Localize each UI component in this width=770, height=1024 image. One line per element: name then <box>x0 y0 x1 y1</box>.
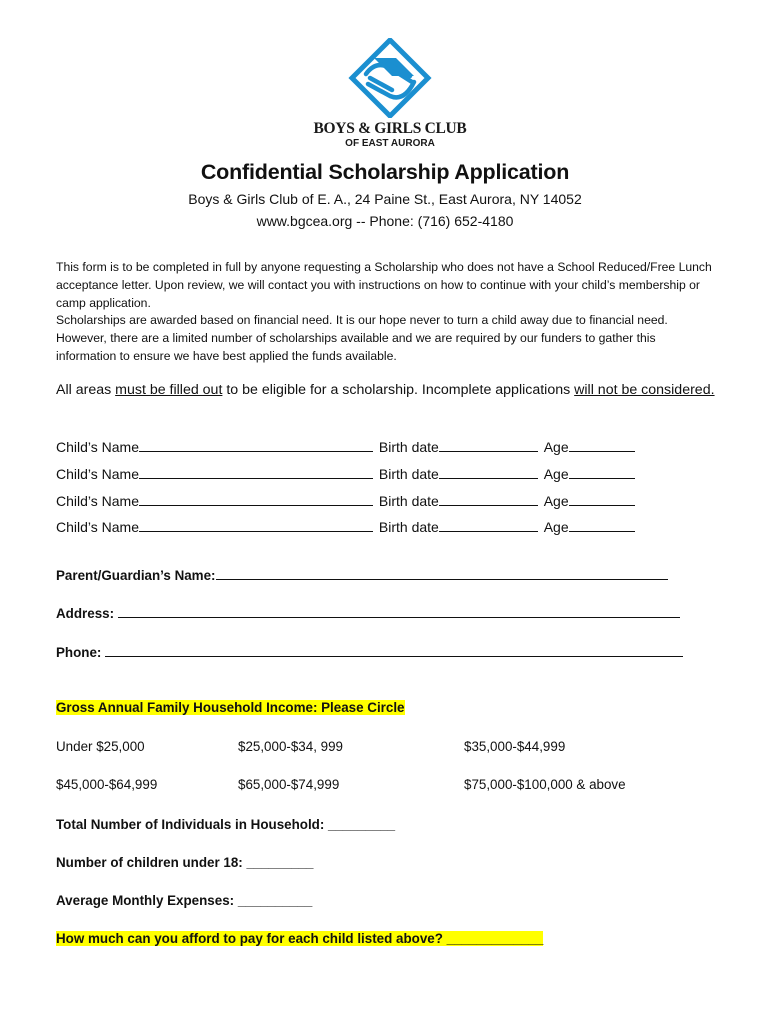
birth-date-field[interactable] <box>439 492 538 506</box>
birth-date-label: Birth date <box>378 493 439 509</box>
child-name-field[interactable] <box>139 492 373 506</box>
address-label: Address: <box>56 606 115 621</box>
afford-to-pay-label[interactable]: How much can you afford to pay for each child listed above? _____________ <box>56 931 544 946</box>
income-option-under-25k[interactable]: Under $25,000 <box>56 739 145 754</box>
page-title: Confidential Scholarship Application <box>200 160 570 184</box>
logo-club-location: OF EAST AURORA <box>345 138 435 149</box>
notice-not-considered: will not be considered. <box>574 382 715 398</box>
phone-row <box>56 643 683 660</box>
notice-must-fill: must be filled out <box>115 382 223 398</box>
child-name-field[interactable] <box>139 465 373 479</box>
birth-date-field[interactable] <box>439 438 538 452</box>
birth-date-field[interactable] <box>439 465 538 479</box>
birth-date-label: Birth date <box>378 439 439 455</box>
intro-paragraph-1: This form is to be completed in full by anyone requesting a Scholarship who does not have a School Reduced/Free Lunch acceptance letter. Upon review, we will contact you with instructions on how to continue with your child’s membership or camp application. <box>56 260 712 310</box>
notice-part-3: to be eligible for a scholarship. Incomplete applications <box>222 382 575 398</box>
age-field[interactable] <box>569 492 635 506</box>
household-total-label[interactable]: Total Number of Individuals in Household: _________ <box>56 817 396 832</box>
birth-date-field[interactable] <box>439 518 538 532</box>
child-row <box>56 492 635 512</box>
age-label: Age <box>543 493 569 509</box>
club-address: Boys & Girls Club of E. A., 24 Paine St., East Aurora, NY 14052 <box>188 191 582 207</box>
child-name-field[interactable] <box>139 438 373 452</box>
monthly-expenses-label[interactable]: Average Monthly Expenses: __________ <box>56 893 313 908</box>
income-option-45k-65k[interactable]: $45,000-$64,999 <box>56 777 158 792</box>
birth-date-label: Birth date <box>378 466 439 482</box>
club-web-phone: www.bgcea.org -- Phone: (716) 652-4180 <box>256 213 514 229</box>
age-label: Age <box>543 439 569 455</box>
age-label: Age <box>543 519 569 535</box>
age-label: Age <box>543 466 569 482</box>
phone-label: Phone: <box>56 645 102 660</box>
bgc-logo <box>300 38 480 150</box>
income-option-35k-45k[interactable]: $35,000-$44,999 <box>464 739 566 754</box>
age-field[interactable] <box>569 518 635 532</box>
phone-field[interactable] <box>105 643 683 657</box>
child-name-label: Child’s Name <box>56 466 139 482</box>
requirement-notice <box>56 381 716 400</box>
child-name-label: Child’s Name <box>56 493 139 509</box>
child-row <box>56 465 635 485</box>
parent-name-label: Parent/Guardian’s Name: <box>56 568 216 583</box>
income-heading: Gross Annual Family Household Income: Please Circle <box>56 700 405 715</box>
income-option-75k-100k-above[interactable]: $75,000-$100,000 & above <box>464 777 626 792</box>
child-row <box>56 518 635 538</box>
child-row <box>56 438 635 458</box>
bgc-hands-logo-icon <box>330 38 450 118</box>
child-name-field[interactable] <box>139 518 373 532</box>
address-field[interactable] <box>118 604 680 618</box>
age-field[interactable] <box>569 438 635 452</box>
age-field[interactable] <box>569 465 635 479</box>
child-name-label: Child’s Name <box>56 439 139 455</box>
parent-name-field[interactable] <box>216 566 668 580</box>
children-under-18-label[interactable]: Number of children under 18: _________ <box>56 855 314 870</box>
address-row <box>56 604 680 621</box>
income-option-25k-35k[interactable]: $25,000-$34, 999 <box>238 739 343 754</box>
parent-name-row <box>56 566 668 583</box>
intro-text <box>56 259 716 366</box>
logo-club-name: BOYS & GIRLS CLUB <box>313 120 467 137</box>
intro-paragraph-2: Scholarships are awarded based on financial need. It is our hope never to turn a child away due to financial need. However, there are a limited number of scholarships available and we are required by our funders to gather this information to ensure we have best applied the funds available. <box>56 313 668 363</box>
child-name-label: Child’s Name <box>56 519 139 535</box>
birth-date-label: Birth date <box>378 519 439 535</box>
notice-part-1: All areas <box>56 382 116 398</box>
income-option-65k-75k[interactable]: $65,000-$74,999 <box>238 777 340 792</box>
